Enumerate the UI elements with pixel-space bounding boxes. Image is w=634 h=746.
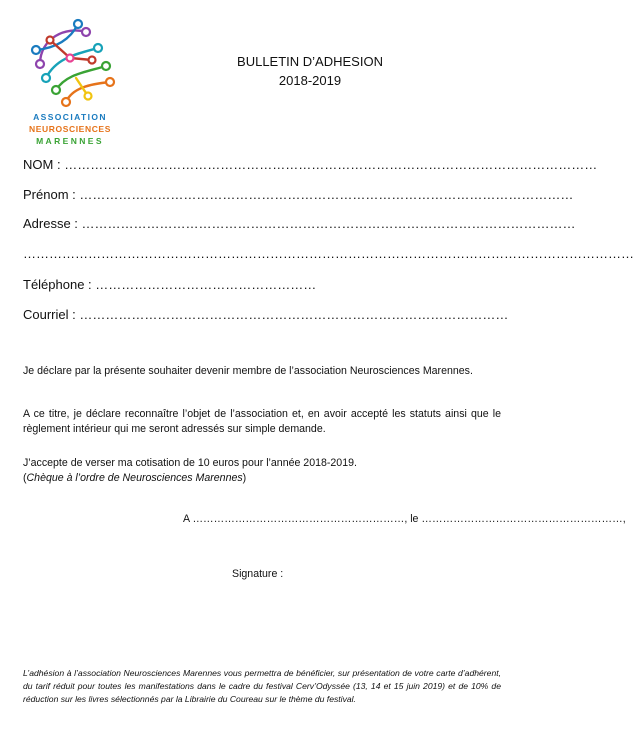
fee-statement: J’accepte de verser ma cotisation de 10 euros pour l’année 2018-2019. bbox=[23, 457, 357, 469]
adresse-line2-field[interactable] bbox=[23, 246, 634, 261]
telephone-dots: …………………………………………… bbox=[95, 277, 317, 292]
document-year: 2018-2019 bbox=[278, 73, 342, 88]
courriel-field[interactable] bbox=[23, 307, 508, 322]
telephone-label: Téléphone : bbox=[23, 277, 92, 292]
adresse-label: Adresse : bbox=[23, 216, 78, 231]
statutes-acceptance: A ce titre, je déclare reconnaître l’objet de l’association et, en avoir accepté les statuts ainsi que le règlement intérieur qui me seront adressés sur simple demande. bbox=[23, 408, 501, 435]
logo-text-neurosciences: NEUROSCIENCES bbox=[29, 124, 111, 134]
adresse-dots: …………………………………………………………………………………………………… bbox=[81, 216, 576, 231]
prenom-field[interactable] bbox=[23, 187, 573, 202]
footer-note: L’adhésion à l’association Neurosciences Marennes vous permettra de bénéficier, sur présentation de votre carte d’adhérent, du tarif réduit pour toutes les manifestations dans le cadre du festival Cerv’Odyssée (13, 14 et 15 juin 2019) et de 10% de réduction sur les livres sélectionnés par la Librairie du Coureau sur le thème du festival. bbox=[23, 668, 501, 704]
logo-text-association: ASSOCIATION bbox=[33, 112, 107, 122]
neuron-network-logo-icon bbox=[26, 18, 118, 110]
nom-label: NOM : bbox=[23, 157, 61, 172]
signature-label: Signature : bbox=[232, 568, 284, 580]
nom-dots: …………………………………………………………………………………………………………… bbox=[64, 157, 598, 172]
association-logo bbox=[20, 18, 120, 148]
fee-paragraph bbox=[23, 456, 501, 486]
adresse-line2-dots: …………………………………………………………………………………………………………………………… bbox=[23, 246, 634, 261]
place-date-row: A ……………………………………………………, le …………………………………………………, bbox=[183, 513, 626, 525]
courriel-label: Courriel : bbox=[23, 307, 76, 322]
place-label: A bbox=[183, 513, 190, 525]
cheque-note: (Chèque à l’ordre de Neurosciences Marennes) bbox=[23, 472, 247, 484]
cheque-note-italic: Chèque à l’ordre de Neurosciences Marennes bbox=[26, 472, 243, 484]
membership-declaration: Je déclare par la présente souhaiter devenir membre de l’association Neurosciences Marennes. bbox=[23, 365, 473, 377]
document-title: BULLETIN D’ADHESION bbox=[237, 54, 383, 69]
nom-field[interactable] bbox=[23, 157, 597, 172]
prenom-dots: …………………………………………………………………………………………………… bbox=[79, 187, 574, 202]
place-dots[interactable]: …………………………………………………… bbox=[192, 513, 405, 525]
adresse-field[interactable] bbox=[23, 216, 576, 231]
date-label: , le bbox=[404, 513, 419, 525]
courriel-dots: ……………………………………………………………………………………… bbox=[79, 307, 509, 322]
prenom-label: Prénom : bbox=[23, 187, 76, 202]
telephone-field[interactable] bbox=[23, 277, 316, 292]
logo-text-marennes: MARENNES bbox=[36, 136, 104, 146]
date-dots[interactable]: ………………………………………………… bbox=[421, 513, 623, 525]
